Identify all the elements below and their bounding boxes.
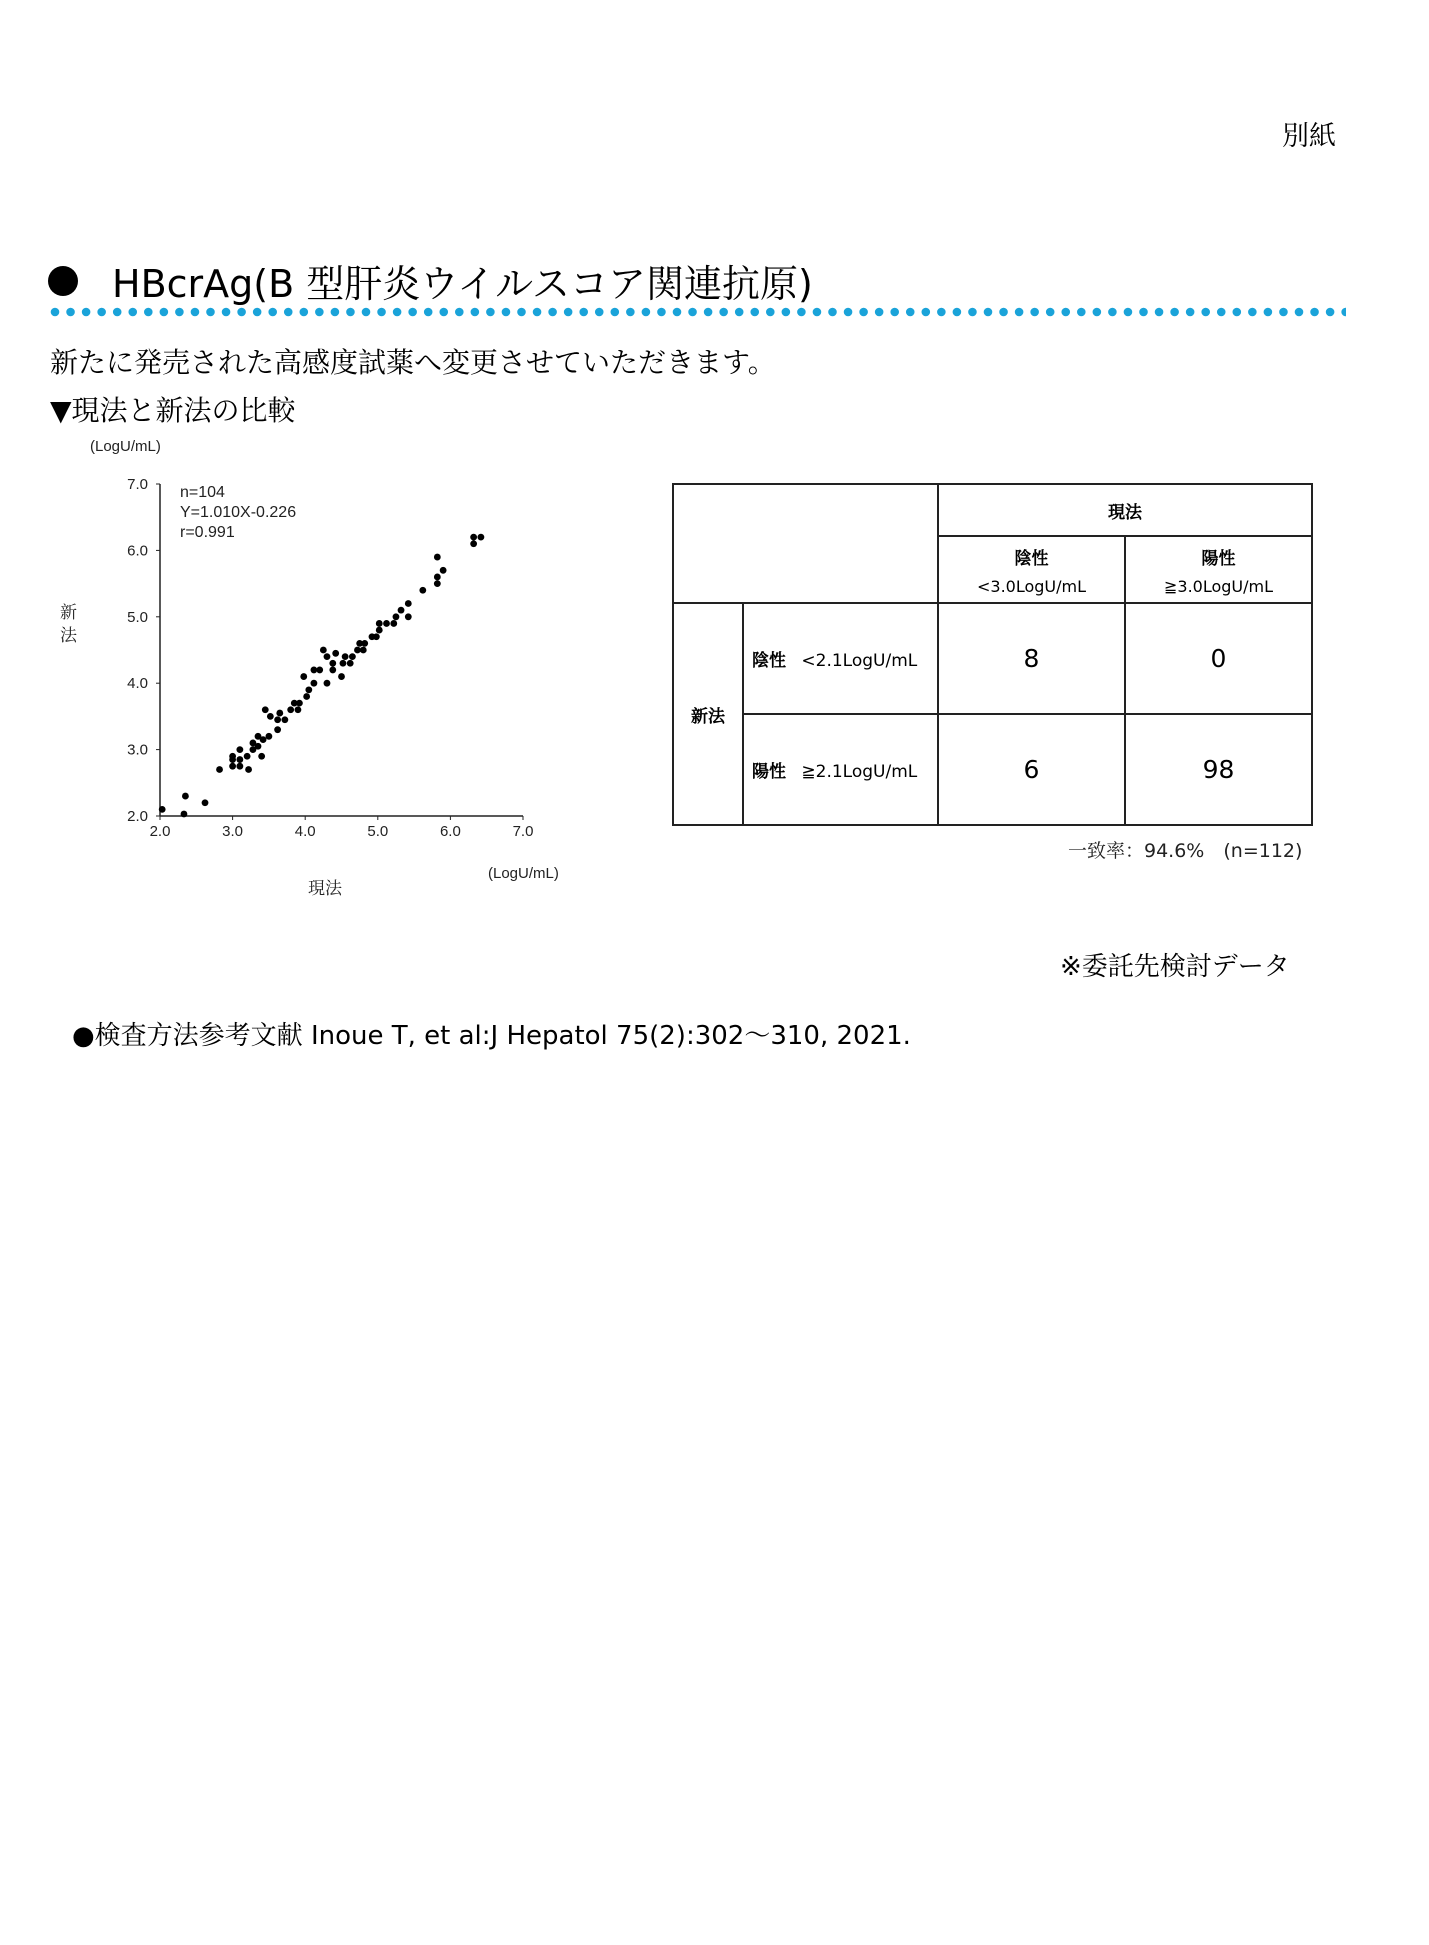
- divider-dot: [875, 308, 884, 317]
- data-point: [342, 653, 349, 660]
- divider-dot: [890, 308, 899, 317]
- divider-dot: [1233, 308, 1242, 317]
- bullet-icon: [48, 266, 78, 296]
- x-tick-label: 2.0: [149, 823, 171, 840]
- divider-dot: [300, 308, 309, 317]
- data-point: [244, 753, 251, 760]
- divider-dot: [113, 308, 122, 317]
- divider-dot: [548, 308, 557, 317]
- divider-dot: [922, 308, 931, 317]
- data-point: [324, 653, 331, 660]
- divider-dot: [455, 308, 464, 317]
- data-point: [434, 554, 441, 561]
- divider-dot: [1326, 308, 1335, 317]
- reference-citation: ●検査方法参考文献 Inoue T, et al:J Hepatol 75(2):302〜310, 2021.: [72, 1021, 911, 1051]
- divider-dot: [51, 308, 60, 317]
- data-point: [287, 706, 294, 713]
- data-point: [360, 647, 367, 654]
- y-tick-label: 5.0: [127, 608, 148, 626]
- col-positive-label: 陽性: [1201, 548, 1236, 569]
- divider-dot: [657, 308, 666, 317]
- data-point: [349, 653, 356, 660]
- col-positive-header: [1125, 536, 1312, 603]
- data-point: [361, 640, 368, 647]
- col-negative-label: 陰性: [1014, 548, 1049, 569]
- dotted-divider: [50, 307, 1346, 317]
- divider-dot: [688, 308, 697, 317]
- divider-dot: [1155, 308, 1164, 317]
- divider-dot: [1139, 308, 1148, 317]
- divider-dot: [82, 308, 91, 317]
- data-point: [440, 567, 447, 574]
- data-point: [274, 716, 281, 723]
- data-point: [376, 627, 383, 634]
- y-tick-label: 7.0: [127, 476, 148, 493]
- data-point: [229, 753, 236, 760]
- data-point: [390, 620, 397, 627]
- data-point: [236, 756, 243, 763]
- data-point: [434, 580, 441, 587]
- data-point: [470, 540, 477, 547]
- divider-dot: [859, 308, 868, 317]
- divider-dot: [408, 308, 417, 317]
- data-point: [245, 766, 252, 773]
- divider-dot: [175, 308, 184, 317]
- data-point: [398, 607, 405, 614]
- divider-dot: [595, 308, 604, 317]
- row-positive-header: [743, 714, 938, 825]
- section-title: HBcrAg(B 型肝炎ウイルスコア関連抗原): [112, 262, 813, 306]
- y-tick-label: 6.0: [127, 542, 148, 560]
- divider-dot: [1264, 308, 1273, 317]
- data-point: [266, 733, 273, 740]
- row-positive-label: 陽性: [752, 762, 786, 782]
- divider-dot: [1015, 308, 1024, 317]
- comparison-heading: ▼現法と新法の比較: [50, 394, 296, 427]
- data-point: [332, 650, 339, 657]
- col-negative-header: [938, 536, 1125, 603]
- divider-dot: [268, 308, 277, 317]
- data-point: [202, 799, 209, 806]
- x-tick-label: 3.0: [222, 823, 244, 840]
- data-point: [216, 766, 223, 773]
- divider-dot: [564, 308, 573, 317]
- data-source-note: ※委託先検討データ: [1060, 952, 1290, 982]
- divider-dot: [611, 308, 620, 317]
- data-point: [338, 673, 345, 680]
- data-point: [236, 763, 243, 770]
- table-corner: [673, 484, 938, 603]
- data-point: [182, 793, 189, 800]
- data-point: [329, 660, 336, 667]
- divider-dot: [1170, 308, 1179, 317]
- divider-dot: [191, 308, 200, 317]
- y-tick-label: 2.0: [127, 808, 148, 825]
- divider-dot: [1061, 308, 1070, 317]
- divider-dot: [1186, 308, 1195, 317]
- divider-dot: [206, 308, 215, 317]
- divider-dot: [331, 308, 340, 317]
- divider-dot: [160, 308, 169, 317]
- divider-dot: [813, 308, 822, 317]
- row-negative-label: 陰性: [752, 651, 786, 671]
- stat-n: n=104: [180, 484, 225, 501]
- x-tick-label: 4.0: [294, 823, 316, 840]
- data-point: [229, 763, 236, 770]
- divider-dot: [222, 308, 231, 317]
- divider-dot: [1279, 308, 1288, 317]
- data-point: [276, 710, 283, 717]
- new-method-header: 新法: [673, 603, 743, 825]
- divider-dot: [284, 308, 293, 317]
- divider-dot: [1093, 308, 1102, 317]
- data-point: [373, 633, 380, 640]
- divider-dot: [1310, 308, 1319, 317]
- data-point: [274, 726, 281, 733]
- data-point: [329, 667, 336, 674]
- divider-dot: [782, 308, 791, 317]
- data-point: [347, 660, 354, 667]
- attachment-label: 別紙: [1282, 121, 1336, 152]
- data-point: [383, 620, 390, 627]
- divider-dot: [999, 308, 1008, 317]
- divider-dot: [362, 308, 371, 317]
- divider-dot: [128, 308, 137, 317]
- data-point: [419, 587, 426, 594]
- row-negative-sub: <2.1LogU/mL: [801, 651, 918, 671]
- divider-dot: [486, 308, 495, 317]
- divider-dot: [797, 308, 806, 317]
- data-point: [405, 600, 412, 607]
- divider-dot: [719, 308, 728, 317]
- row-positive-sub: ≧2.1LogU/mL: [801, 762, 918, 782]
- data-point: [354, 647, 361, 654]
- row-negative-header: [743, 603, 938, 714]
- data-point: [260, 736, 267, 743]
- col-positive-sub: ≧3.0LogU/mL: [1163, 576, 1274, 596]
- x-tick-label: 6.0: [439, 823, 461, 840]
- x-tick-label: 5.0: [367, 823, 389, 840]
- section-heading: [48, 253, 813, 308]
- cell-neg-neg: 8: [938, 603, 1125, 714]
- divider-dot: [533, 308, 542, 317]
- divider-dot: [1046, 308, 1055, 317]
- divider-dot: [1124, 308, 1133, 317]
- divider-dot: [704, 308, 713, 317]
- data-point: [295, 706, 302, 713]
- data-point: [300, 673, 307, 680]
- data-point: [181, 811, 188, 818]
- data-point: [305, 686, 312, 693]
- divider-dot: [1248, 308, 1257, 317]
- data-point: [405, 613, 412, 620]
- divider-dot: [97, 308, 106, 317]
- divider-dot: [735, 308, 744, 317]
- data-point: [159, 806, 166, 813]
- divider-dot: [953, 308, 962, 317]
- y-tick-label: 3.0: [127, 741, 148, 759]
- divider-dot: [1108, 308, 1117, 317]
- data-point: [316, 667, 323, 674]
- intro-text: 新たに発売された高感度試薬へ変更させていただきます。: [50, 346, 776, 379]
- divider-dot: [766, 308, 775, 317]
- scatter-chart: [60, 435, 620, 905]
- x-tick-label: 7.0: [512, 823, 534, 840]
- divider-dot: [1077, 308, 1086, 317]
- comparison-table: [672, 483, 1313, 826]
- divider-dot: [1341, 308, 1346, 317]
- divider-dot: [984, 308, 993, 317]
- divider-dot: [66, 308, 75, 317]
- y-tick-label: 4.0: [127, 675, 148, 693]
- divider-dot: [844, 308, 853, 317]
- divider-dot: [315, 308, 324, 317]
- divider-dot: [144, 308, 153, 317]
- divider-dot: [906, 308, 915, 317]
- data-point: [311, 680, 318, 687]
- x-axis-title: 現法: [308, 879, 342, 899]
- data-point: [393, 613, 400, 620]
- y-axis-title-2: 法: [60, 626, 77, 646]
- cell-pos-pos: 98: [1125, 714, 1312, 825]
- divider-dot: [393, 308, 402, 317]
- data-point: [296, 700, 303, 707]
- current-method-header: 現法: [938, 484, 1312, 536]
- col-negative-sub: <3.0LogU/mL: [976, 576, 1087, 596]
- divider-dot: [502, 308, 511, 317]
- x-unit-label: (LogU/mL): [488, 865, 559, 882]
- stat-r: r=0.991: [180, 524, 235, 541]
- divider-dot: [1295, 308, 1304, 317]
- divider-dot: [439, 308, 448, 317]
- divider-dot: [346, 308, 355, 317]
- divider-dot: [828, 308, 837, 317]
- data-point: [477, 534, 484, 541]
- data-point: [258, 753, 265, 760]
- data-point: [434, 574, 441, 581]
- y-unit-label: (LogU/mL): [90, 438, 161, 455]
- data-point: [267, 713, 274, 720]
- data-point: [470, 534, 477, 541]
- data-point: [262, 706, 269, 713]
- divider-dot: [1217, 308, 1226, 317]
- divider-dot: [424, 308, 433, 317]
- cell-pos-neg: 6: [938, 714, 1125, 825]
- data-point: [281, 716, 288, 723]
- divider-dot: [377, 308, 386, 317]
- stat-regression: Y=1.010X-0.226: [180, 504, 297, 521]
- divider-dot: [937, 308, 946, 317]
- data-point: [255, 743, 262, 750]
- data-point: [340, 660, 347, 667]
- divider-dot: [750, 308, 759, 317]
- divider-dot: [237, 308, 246, 317]
- data-point: [324, 680, 331, 687]
- divider-dot: [968, 308, 977, 317]
- divider-dot: [1201, 308, 1210, 317]
- divider-dot: [626, 308, 635, 317]
- divider-dot: [517, 308, 526, 317]
- cell-neg-pos: 0: [1125, 603, 1312, 714]
- y-axis-title-1: 新: [60, 603, 77, 623]
- divider-dot: [642, 308, 651, 317]
- agreement-rate: 一致率：94.6% (n=112): [1068, 840, 1303, 862]
- divider-dot: [471, 308, 480, 317]
- divider-dot: [253, 308, 262, 317]
- divider-dot: [673, 308, 682, 317]
- data-point: [236, 746, 243, 753]
- divider-dot: [1030, 308, 1039, 317]
- data-point: [311, 667, 318, 674]
- data-point: [303, 693, 310, 700]
- divider-dot: [579, 308, 588, 317]
- data-point: [376, 620, 383, 627]
- data-point: [320, 647, 327, 654]
